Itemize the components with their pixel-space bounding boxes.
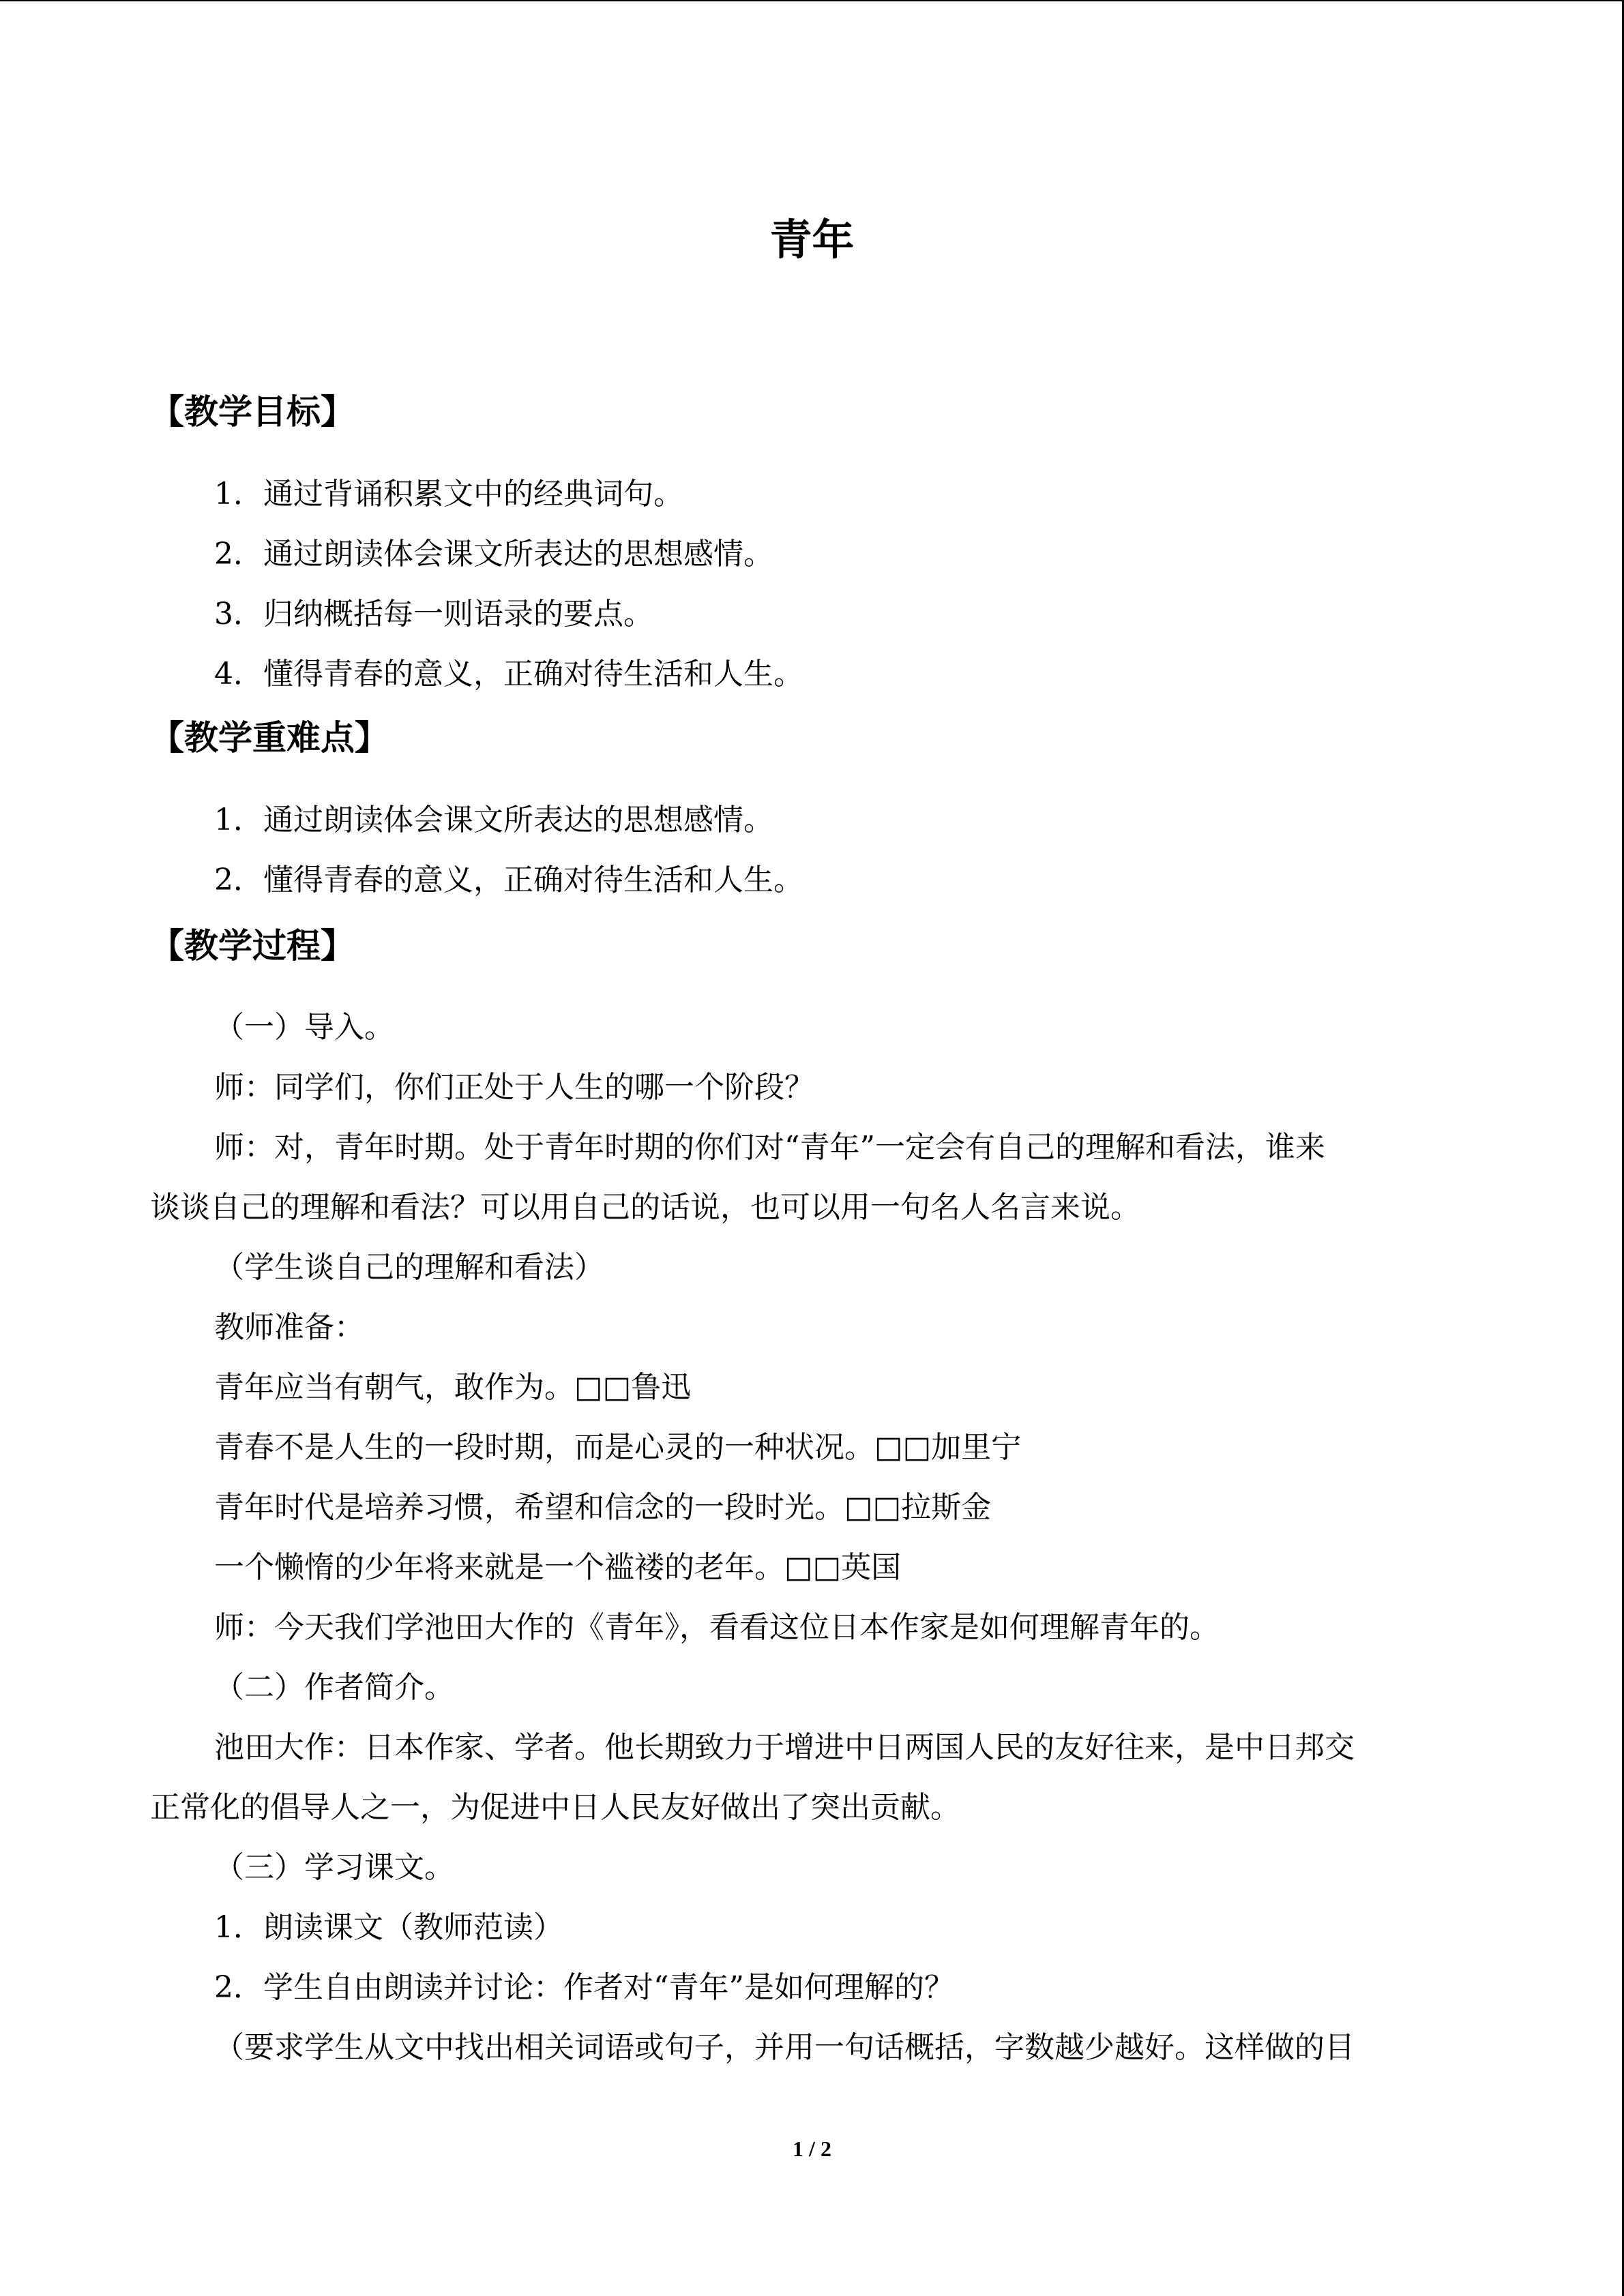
quote-line: 一个懒惰的少年将来就是一个褴褛的老年。□□英国 [214,1550,902,1585]
process-line: 教师准备： [214,1310,364,1345]
process-heading: 【教学过程】 [150,926,355,966]
process-line: 谈谈自己的理解和看法？可以用自己的话说，也可以用一句名人名言来说。 [150,1190,1140,1225]
process-line: （要求学生从文中找出相关词语或句子，并用一句话概括，字数越少越好。这样做的目 [214,2030,1355,2065]
process-line: （三）学习课文。 [214,1850,454,1885]
process-line: 2．学生自由朗读并讨论：作者对“青年”是如何理解的？ [214,1970,954,2005]
process-line: 正常化的倡导人之一，为促进中日人民友好做出了突出贡献。 [150,1790,960,1825]
quote-line: 青春不是人生的一段时期，而是心灵的一种状况。□□加里宁 [214,1430,1022,1465]
process-line: （二）作者简介。 [214,1670,454,1705]
key-points-heading: 【教学重难点】 [150,718,389,758]
goal-item: 3．归纳概括每一则语录的要点。 [214,597,653,631]
page-number: 1 / 2 [793,2136,831,2161]
process-line: 1．朗读课文（教师范读） [214,1910,563,1945]
document-title: 青年 [769,215,855,265]
quote-line: 青年时代是培养习惯，希望和信念的一段时光。□□拉斯金 [214,1490,992,1525]
key-point-item: 1．通过朗读体会课文所表达的思想感情。 [214,803,773,837]
process-line: （一）导入。 [214,1010,394,1045]
quote-line: 青年应当有朝气，敢作为。□□鲁迅 [214,1370,692,1405]
goal-item: 4．懂得青春的意义，正确对待生活和人生。 [214,657,803,691]
goal-item: 1．通过背诵积累文中的经典词句。 [214,477,683,511]
goal-item: 2．通过朗读体会课文所表达的思想感情。 [214,537,773,571]
page-top-border [0,0,1624,1]
goals-heading: 【教学目标】 [150,392,355,432]
process-line: 师：同学们，你们正处于人生的哪一个阶段？ [214,1070,814,1105]
process-line: 师：今天我们学池田大作的《青年》，看看这位日本作家是如何理解青年的。 [214,1610,1220,1645]
process-line: 池田大作：日本作家、学者。他长期致力于增进中日两国人民的友好往来，是中日邦交 [214,1730,1355,1765]
key-point-item: 2．懂得青春的意义，正确对待生活和人生。 [214,863,803,897]
process-line: 师：对，青年时期。处于青年时期的你们对“青年”一定会有自己的理解和看法，谁来 [214,1130,1325,1165]
process-line: （学生谈自己的理解和看法） [214,1250,604,1285]
